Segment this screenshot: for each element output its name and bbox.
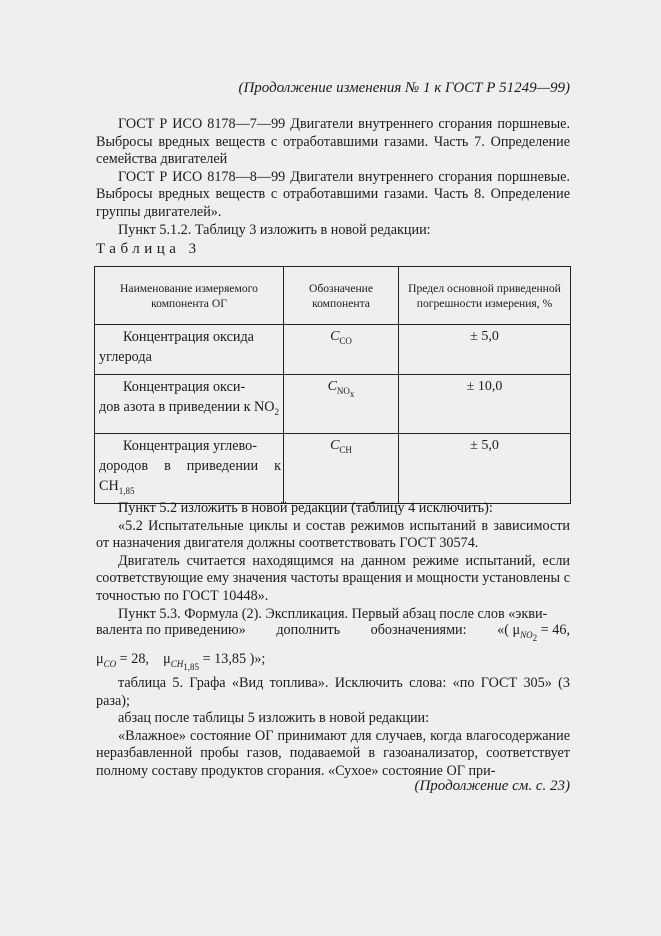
table-3 (94, 266, 571, 504)
continuation-note: (Продолжение см. с. 23) (414, 778, 570, 794)
subscript (170, 658, 200, 672)
paragraph: Пункт 5.3. Формула (2). Экспликация. Первый абзац после слов «экви- (118, 605, 548, 622)
sub-subscript: 2 (532, 632, 538, 643)
symbol-subscript: CH (339, 444, 352, 455)
mu-symbol: μ (96, 651, 104, 667)
table-row (95, 325, 571, 375)
limit-cell: ± 10,0 (399, 374, 571, 433)
paragraph: «5.2 Испытательные циклы и состав режимов испытаний в зависимости от назначения двигателя должны соответствовать ГОСТ 30574. (96, 517, 570, 552)
symbol-subscript: CO (339, 335, 352, 346)
component-name-line: Концентрация оксида (123, 329, 254, 345)
component-name-line: Концентрация углево- (123, 437, 257, 454)
symbol-cell (284, 433, 399, 503)
component-name-line: дородов в приведении к CH (99, 457, 281, 494)
paragraph: Пункт 5.1.2. Таблицу 3 изложить в новой редакции: (118, 221, 431, 238)
paragraph: Двигатель считается находящимся на данном режиме испытаний, если соответствующие ему значения частоты вращения и мощности установлены с точностью по ГОСТ 10448». (96, 552, 570, 604)
limit-cell: ± 5,0 (399, 433, 571, 503)
running-header: (Продолжение изменения № 1 к ГОСТ Р 51249—99) (238, 80, 570, 96)
subscript-text: NO (520, 629, 533, 640)
symbol: C (330, 437, 340, 453)
table-header-row (95, 267, 571, 325)
sub-subscript: x (349, 388, 355, 399)
column-header: Наименование измеряемого компонента ОГ (95, 267, 284, 325)
table-caption: Таблица 3 (96, 241, 201, 257)
word: валента по приведению» (96, 622, 246, 638)
column-header: Обозначение компонента (284, 267, 399, 325)
mu-co-formula (96, 651, 149, 667)
table-row (95, 433, 571, 503)
symbol: C (330, 329, 340, 344)
subscript-text: NO (336, 385, 350, 396)
component-name-line: дов азота в приведении к NO (99, 398, 275, 415)
paragraph: ГОСТ Р ИСО 8178—8—99 Двигатели внутреннего сгорания поршневые. Выбросы вредных веществ с отработавшими газами. Часть 8. Определение группы двигателей». (96, 168, 570, 220)
symbol-cell (284, 374, 399, 433)
paragraph: абзац после таблицы 5 изложить в новой редакции: (118, 710, 430, 727)
intro-text (96, 116, 570, 239)
body-text (96, 500, 570, 623)
word: обозначениями: (370, 622, 467, 638)
formula-line (96, 622, 570, 647)
mu-symbol: «( μ (497, 622, 521, 638)
formula-line-2 (96, 651, 570, 676)
component-name-line: Концентрация окси- (123, 378, 246, 395)
paragraph: Пункт 5.2 изложить в новой редакции (таблицу 4 исключить): (118, 500, 493, 516)
subscript (520, 629, 538, 643)
value: = 46, (537, 622, 570, 638)
symbol: C (327, 378, 337, 394)
subscript: 2 (274, 406, 280, 417)
component-name-cell (95, 325, 284, 375)
subscript: 1,85 (118, 485, 135, 496)
component-name-line: углерода (99, 349, 152, 365)
word: дополнить (276, 622, 341, 638)
component-name-cell (95, 433, 284, 503)
symbol-subscript (336, 385, 355, 399)
component-name-cell (95, 374, 284, 433)
value: = 28, (116, 651, 149, 667)
paragraph: таблица 5. Графа «Вид топлива». Исключить слова: «по ГОСТ 305» (3 раза); (96, 675, 570, 709)
formula-row (96, 622, 570, 647)
mu-no2-formula (497, 622, 570, 647)
subscript: CO (103, 658, 117, 669)
mu-ch-formula (163, 651, 266, 672)
limit-cell: ± 5,0 (399, 325, 571, 375)
mu-symbol: μ (163, 651, 171, 667)
table-row (95, 374, 571, 433)
sub-subscript: 1,85 (183, 661, 200, 672)
subscript-text: CH (170, 658, 184, 669)
column-header: Предел основной приведенной погрешности измерения, % (399, 267, 571, 325)
symbol-cell (284, 325, 399, 375)
paragraph: «Влажное» состояние ОГ принимают для случаев, когда влагосодержание неразбавленной пробы газов, подаваемой в газоанализатор, соответствует полному составу продуктов сгорания. «Сухое» состояние ОГ при- (96, 727, 570, 779)
tail-text (96, 675, 570, 781)
value: = 13,85 )»; (199, 651, 266, 667)
paragraph: ГОСТ Р ИСО 8178—7—99 Двигатели внутреннего сгорания поршневые. Выбросы вредных веществ с отработавшими газами. Часть 7. Определение семейства двигателей (96, 116, 570, 168)
